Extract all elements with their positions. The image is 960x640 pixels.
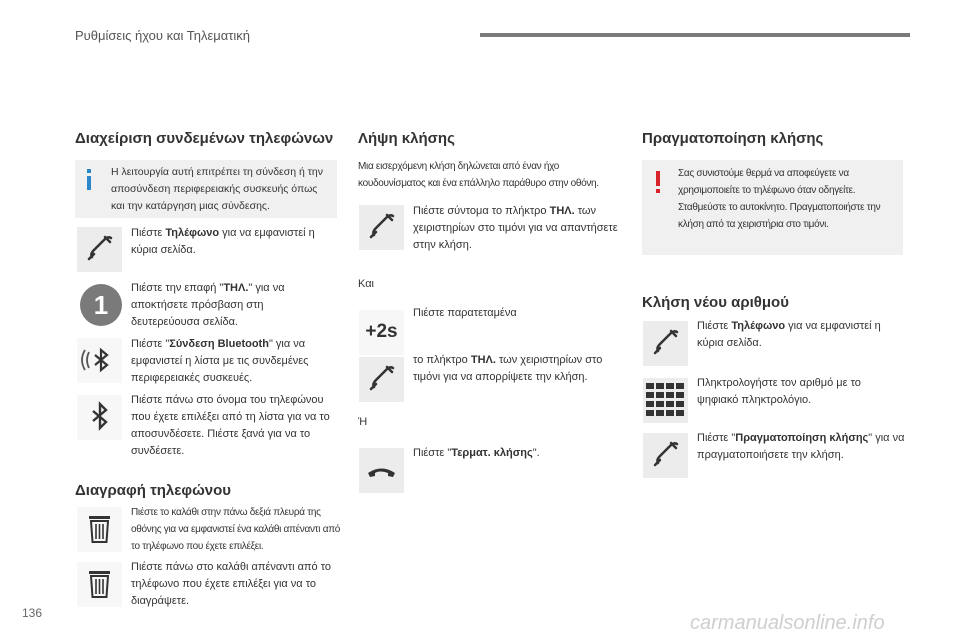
section-heading-new-number: Κλήση νέου αριθμού — [642, 294, 789, 311]
section-heading-delete-phone: Διαγραφή τηλεφώνου — [75, 482, 232, 499]
hold-badge: +2s — [365, 321, 398, 342]
text-part: των χειριστηρίων στο τιμόνι για να απαντήσετε στην κλήση. — [413, 205, 618, 251]
info-box — [75, 160, 337, 218]
text-part: Πιέστε — [131, 227, 166, 239]
text-part: το πλήκτρο — [413, 354, 471, 366]
step-text — [131, 280, 331, 331]
warning-icon — [654, 170, 662, 194]
step-text — [131, 336, 341, 387]
phone-icon — [359, 357, 404, 402]
text-part: " για να εμφανιστεί η λίστα με τις συνδεμένες περιφερειακές συσκευές. — [131, 338, 309, 384]
text-part: Πιέστε " — [413, 447, 452, 459]
text-bold: ΤΗΛ. — [470, 354, 496, 366]
step-text — [131, 225, 331, 259]
phone-icon — [77, 227, 122, 272]
keypad-key — [666, 383, 674, 389]
trash-icon — [77, 562, 122, 607]
step-text — [697, 318, 902, 352]
connector-and: Και — [358, 278, 375, 290]
step-text: Πιέστε το καλάθι στην πάνω δεξιά πλευρά της οθόνης για να εμφανιστεί ένα καλάθι απέναντι από το τηλέφωνο που έχετε επιλέξει. — [131, 507, 341, 552]
text-bold: Πραγματοποίηση κλήσης — [735, 432, 869, 444]
text-part: για να εμφανιστεί η κύρια σελίδα. — [697, 320, 881, 349]
keypad-key — [656, 401, 664, 407]
keypad-key — [656, 392, 664, 398]
keypad-key — [676, 392, 684, 398]
text-bold: Τερματ. κλήσης — [451, 447, 533, 459]
step-text — [697, 430, 907, 464]
info-text: Η λειτουργία αυτή επιτρέπει τη σύνδεση ή την αποσύνδεση περιφερειακής συσκευής όπως και την κατάργηση μιας σύνδεσης. — [111, 166, 323, 212]
text-part: Πιέστε σύντομα το πλήκτρο — [413, 205, 550, 217]
text-bold: ΤΗΛ. — [549, 205, 575, 217]
keypad-key — [676, 410, 684, 416]
keypad-key — [666, 410, 674, 416]
bluetooth-search-icon — [77, 338, 122, 383]
text-part: Πιέστε — [697, 320, 732, 332]
step-text — [413, 445, 623, 462]
text-part: ". — [532, 447, 540, 459]
warning-box — [642, 160, 903, 255]
watermark: carmanualsonline.info — [690, 612, 885, 634]
connector-or: Ή — [358, 416, 368, 428]
text-part: Πιέστε " — [131, 338, 170, 350]
keypad-grid — [643, 378, 688, 423]
phone-icon — [643, 433, 688, 478]
text-part: " για να αποκτήσετε πρόσβαση στη δευτερεύουσα σελίδα. — [131, 282, 285, 328]
intro-text: Μια εισερχόμενη κλήση δηλώνεται από έναν ήχο κουδουνίσματος και ένα επάλληλο παράθυρο στην οθόνη. — [358, 161, 599, 189]
text-part: " για να πραγματοποιήσετε την κλήση. — [697, 432, 905, 461]
header-rule — [480, 33, 910, 37]
bluetooth-icon — [77, 395, 122, 440]
text-bold: ΤΗΛ. — [223, 282, 249, 294]
step-text: Πιέστε παρατεταμένα — [413, 307, 517, 319]
phone-icon — [643, 321, 688, 366]
text-part: Πιέστε την επαφή " — [131, 282, 224, 294]
step-text: Πληκτρολογήστε τον αριθμό με το ψηφιακό πληκτρολόγιο. — [697, 377, 861, 406]
keypad-key — [656, 383, 664, 389]
keypad-key — [646, 410, 654, 416]
trash-icon — [77, 507, 122, 552]
text-part: των χειριστηρίων στο τιμόνι για να απορρίψετε την κλήση. — [413, 354, 603, 383]
text-bold: Τηλέφωνο — [731, 320, 786, 332]
keypad-key — [656, 410, 664, 416]
keypad-key — [646, 392, 654, 398]
step-text — [413, 203, 623, 254]
keypad-key — [646, 383, 654, 389]
keypad-key — [676, 401, 684, 407]
text-bold: Σύνδεση Bluetooth — [169, 338, 269, 350]
step-text: Πιέστε πάνω στο όνομα του τηλεφώνου που έχετε επιλέξει από τη λίστα για να το αποσυνδέσετε. Πιέστε ξανά για να το συνδέσετε. — [131, 394, 330, 457]
keypad-key — [646, 401, 654, 407]
hang-up-icon — [359, 448, 404, 493]
keypad-key — [666, 392, 674, 398]
text-bold: Τηλέφωνο — [165, 227, 220, 239]
hold-2s-icon — [359, 310, 404, 355]
phone-icon — [359, 205, 404, 250]
info-icon — [83, 168, 95, 192]
running-header: Ρυθμίσεις ήχου και Τηλεματική — [75, 28, 251, 43]
keypad-key — [666, 401, 674, 407]
step-text — [413, 352, 623, 386]
warning-text: Σας συνιστούμε θερμά να αποφεύγετε να χρησιμοποιείτε το τηλέφωνο όταν οδηγείτε. Σταθμεύστε το αυτοκίνητο. Πραγματοποιήστε την κλήση από τα χειριστήρια στο τιμόνι. — [678, 168, 881, 230]
text-part: Πιέστε " — [697, 432, 736, 444]
keypad-icon — [643, 378, 688, 423]
keypad-key — [676, 383, 684, 389]
step-text: Πιέστε πάνω στο καλάθι απέναντι από το τηλέφωνο που έχετε επιλέξει για να το διαγράψετε. — [131, 561, 331, 607]
section-heading-make-call: Πραγματοποίηση κλήσης — [642, 130, 824, 147]
page-number: 136 — [22, 606, 43, 620]
chapter-badge: 1 — [80, 284, 122, 326]
section-heading-manage-phones: Διαχείριση συνδεμένων τηλεφώνων — [75, 130, 334, 147]
text-part: για να εμφανιστεί η κύρια σελίδα. — [131, 227, 315, 256]
section-heading-receive-call: Λήψη κλήσης — [358, 130, 455, 147]
